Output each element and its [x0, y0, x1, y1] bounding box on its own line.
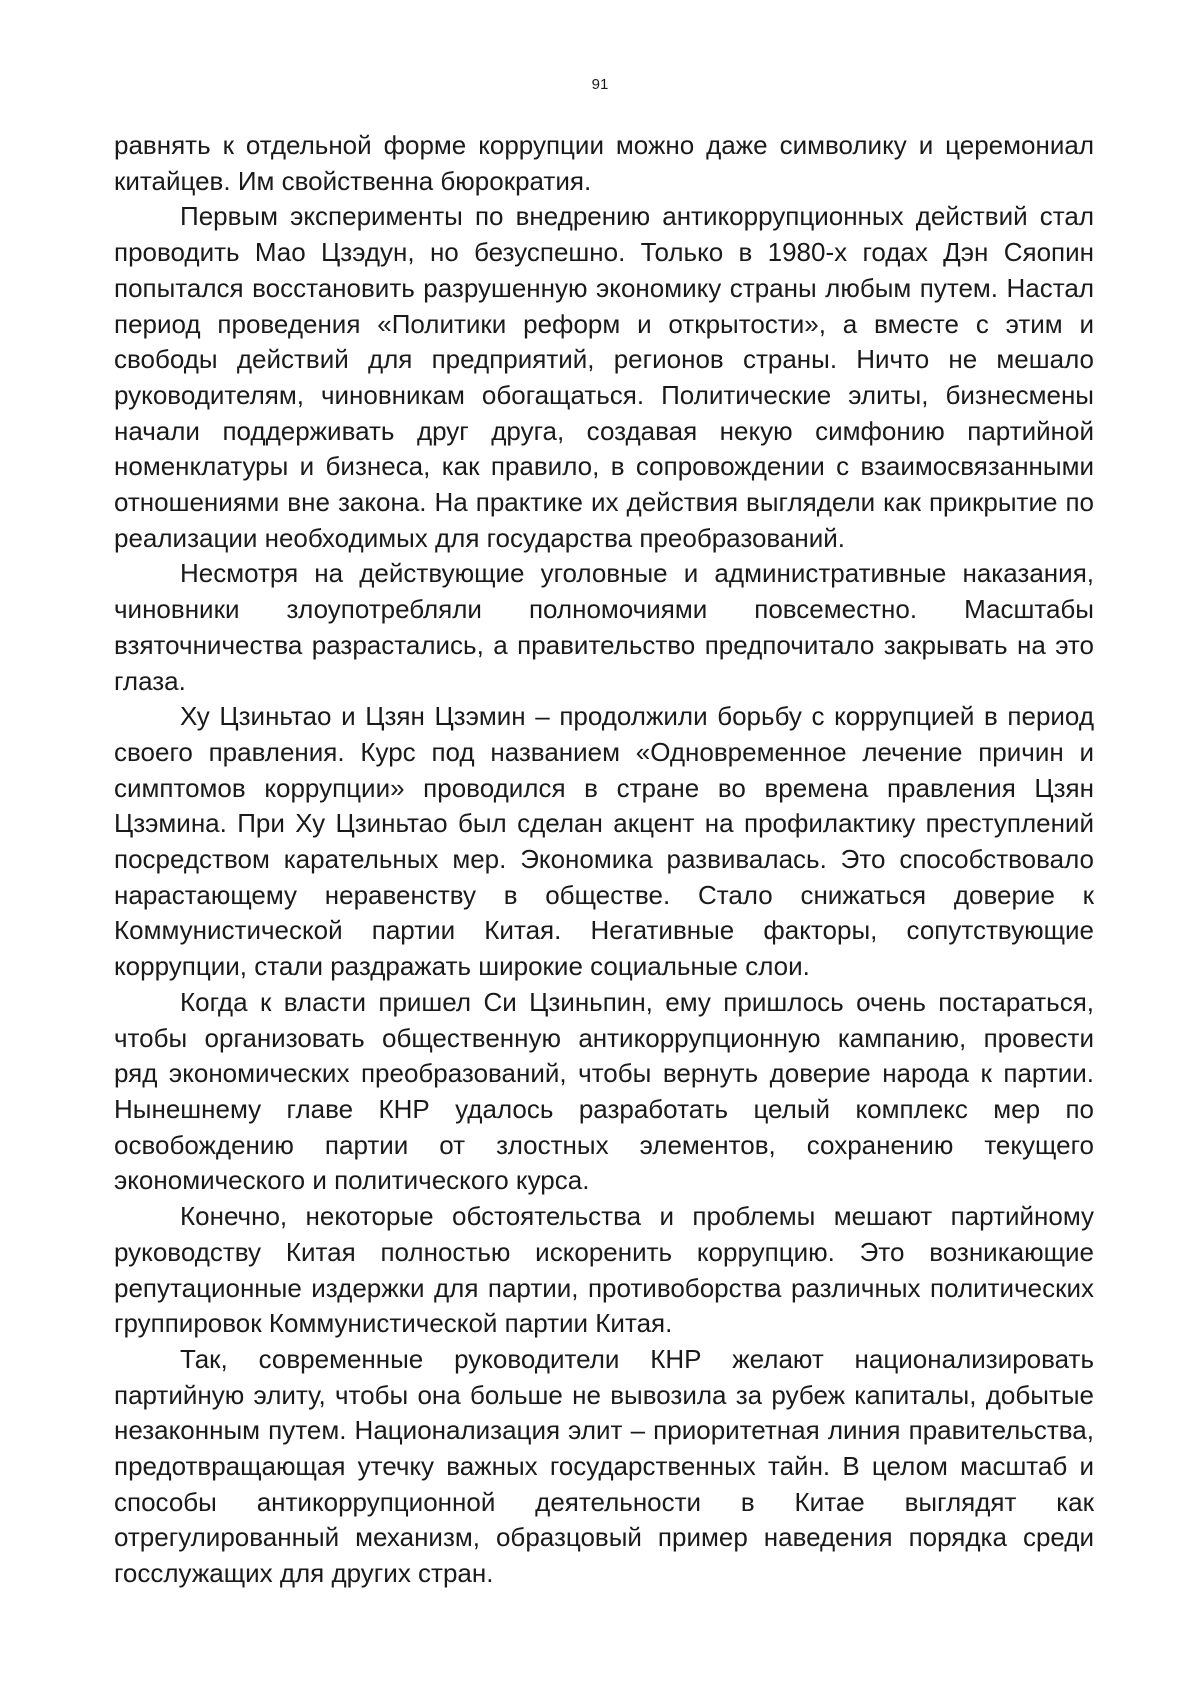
paragraph: Ху Цзиньтао и Цзян Цзэмин – продолжили борьбу с коррупцией в период своего правления. Курс под названием «Одновременное лечение причин и симптомов коррупции» проводился в стране во времена правления Цзян Цзэмина. При Ху Цзиньтао был сделан акцент на профилактику преступлений посредством карательных мер. Экономика развивалась. Это способствовало нарастающему неравенству в обществе. Стало снижаться доверие к Коммунистической партии Китая. Негативные факторы, сопутствующие коррупции, стали раздражать широкие социальные слои. [114, 701, 1094, 982]
body-text [114, 128, 1094, 1592]
paragraph: Так, современные руководители КНР желают национализировать партийную элиту, чтобы она больше не вывозила за рубеж капиталы, добытые незаконным путем. Национализация элит – приоритетная линия правительства, предотвращающая утечку важных государственных тайн. В целом масштаб и способы антикоррупционной деятельности в Китае выглядят как отрегулированный механизм, образцовый пример наведения порядка среди госслужащих для других стран. [114, 1343, 1094, 1589]
paragraph: Первым эксперименты по внедрению антикоррупционных действий стал проводить Мао Цзэдун, но безуспешно. Только в 1980-х годах Дэн Сяопин попытался восстановить разрушенную экономику страны любым путем. Настал период проведения «Политики реформ и открытости», а вместе с этим и свободы действий для предприятий, регионов страны. Ничто не мешало руководителям, чиновникам обогащаться. Политические элиты, бизнесмены начали поддерживать друг друга, создавая некую симфонию партийной номенклатуры и бизнеса, как правило, в сопровождении с взаимосвязанными отношениями вне закона. На практике их действия выглядели как прикрытие по реализации необходимых для государства преобразований. [114, 201, 1094, 553]
paragraph: Несмотря на действующие уголовные и административные наказания, чиновники злоупотребляли полномочиями повсеместно. Масштабы взяточничества разрастались, а правительство предпочитало закрывать на это глаза. [114, 558, 1094, 696]
paragraph-continuation: равнять к отдельной форме коррупции можно даже символику и церемониал китайцев. Им свойственна бюрократия. [114, 130, 1094, 196]
paragraph: Когда к власти пришел Си Цзиньпин, ему пришлось очень постараться, чтобы организовать общественную антикоррупционную кампанию, провести ряд экономических преобразований, чтобы вернуть доверие народа к партии. Нынешнему главе КНР удалось разработать целый комплекс мер по освобождению партии от злостных элементов, сохранению текущего экономического и политического курса. [114, 986, 1094, 1196]
page-number: 91 [591, 76, 609, 93]
paragraph: Конечно, некоторые обстоятельства и проблемы мешают партийному руководству Китая полностью искоренить коррупцию. Это возникающие репутационные издержки для партии, противоборства различных политических группировок Коммунистической партии Китая. [114, 1201, 1094, 1339]
